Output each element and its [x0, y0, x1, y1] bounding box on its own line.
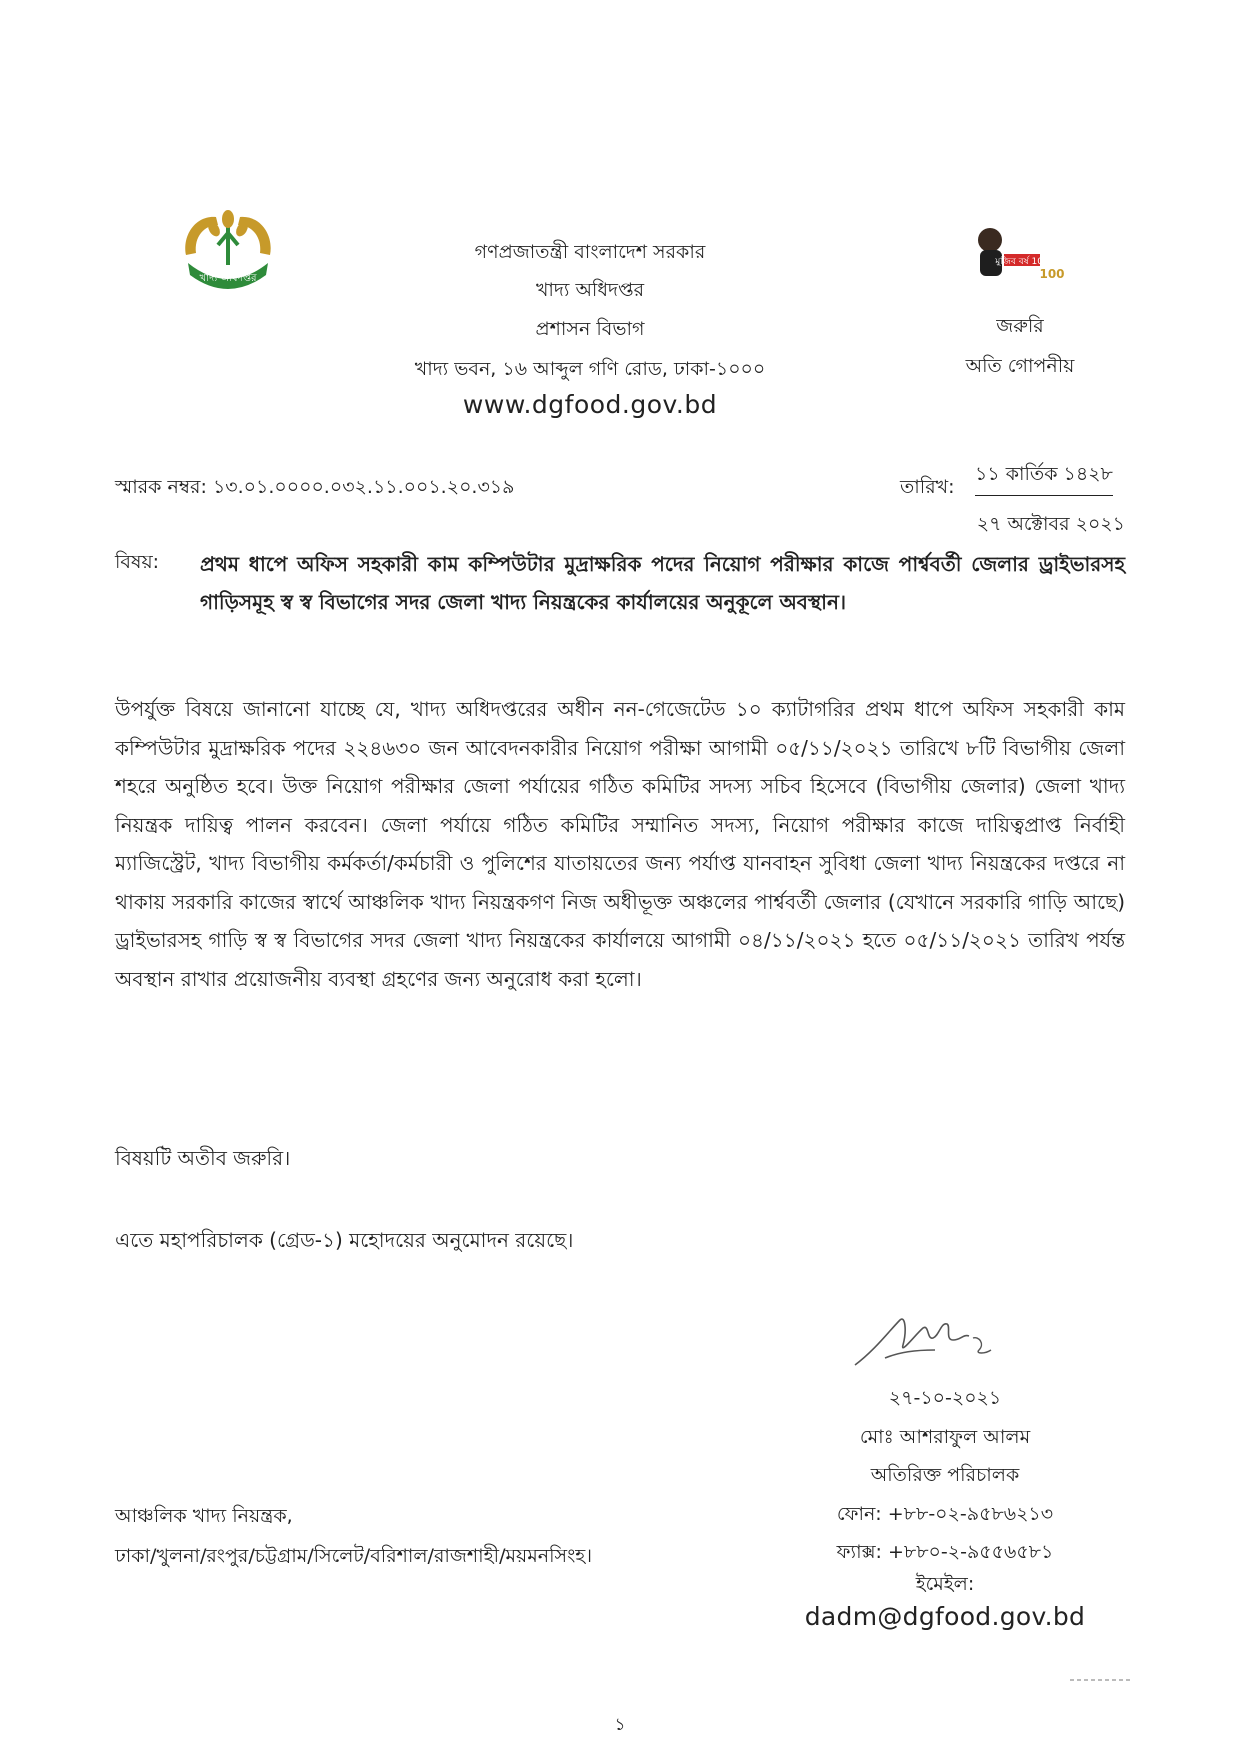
footer-artifact: [1070, 1668, 1130, 1674]
header-department: খাদ্য অধিদপ্তর: [535, 279, 645, 301]
recipient-title: আঞ্চলিক খাদ্য নিয়ন্ত্রক,: [115, 1505, 293, 1527]
signature-icon: [845, 1300, 995, 1380]
body-paragraph: উপর্যুক্ত বিষয়ে জানানো যাচ্ছে যে, খাদ্য অধিদপ্তরের অধীন নন-গেজেটেড ১০ ক্যাটাগরির প্রথম ধাপে অফিস সহকারী কাম কম্পিউটার মুদ্রাক্ষরিক পদের ২২৪৬৩০ জন আবেদনকারীর নিয়োগ পরীক্ষা আগামী ০৫/১১/২০২১ তারিখে ৮টি বিভাগীয় জেলা শহরে অনুষ্ঠিত হবে। উক্ত নিয়োগ পরীক্ষার জেলা পর্যায়ের গঠিত কমিটির সদস্য সচিব হিসেবে (বিভাগীয় জেলার) জেলা খাদ্য নিয়ন্ত্রক দায়িত্ব পালন করবেন। জেলা পর্যায়ে গঠিত কমিটির সম্মানিত সদস্য, নিয়োগ পরীক্ষার কাজে দায়িত্বপ্রাপ্ত নির্বাহী ম্যাজিস্ট্রেট, খাদ্য বিভাগীয় কর্মকর্তা/কর্মচারী ও পুলিশের যাতায়তের জন্য পর্যাপ্ত যানবাহন সুবিধা জেলা খাদ্য নিয়ন্ত্রকের দপ্তরে না থাকায় সরকারি কাজের স্বার্থে আঞ্চলিক খাদ্য নিয়ন্ত্রকগণ নিজ অধীভূক্ত অঞ্চলের পার্শ্ববর্তী জেলার (যেখানে সরকারি গাড়ি আছে) ড্রাইভারসহ গাড়ি স্ব স্ব বিভাগের সদর জেলা খাদ্য নিয়ন্ত্রকের কার্যালয়ে আগামী ০৪/১১/২০২১ হতে ০৫/১১/২০২১ তারিখ পর্যন্ত অবস্থান রাখার প্রয়োজনীয় ব্যবস্থা গ্রহণের জন্য অনুরোধ করা হলো।: [115, 697, 1125, 991]
date-english: ২৭ অক্টোবর ২০২১: [976, 513, 1125, 535]
date-label: তারিখ:: [900, 476, 955, 498]
header-address: খাদ্য ভবন, ১৬ আব্দুল গণি রোড, ঢাকা-১০০০: [414, 358, 766, 380]
signatory-name: মোঃ আশরাফুল আলম: [859, 1426, 1031, 1448]
signature-date: ২৭-১০-২০২১: [888, 1387, 1002, 1409]
signatory-phone: ফোন: +৮৮-০২-৯৫৮৬২১৩: [836, 1503, 1054, 1525]
subject-label: বিষয়:: [115, 551, 160, 573]
emblem-text: খাদ্য অধিদপ্তর: [199, 273, 257, 284]
svg-text:100: 100: [1039, 267, 1064, 281]
subject-text: প্রথম ধাপে অফিস সহকারী কাম কম্পিউটার মুদ্রাক্ষরিক পদের নিয়োগ পরীক্ষার কাজে পার্শ্ববর্তী জেলার ড্রাইভারসহ গাড়িসমূহ স্ব স্ব বিভাগের সদর জেলা খাদ্য নিয়ন্ত্রকের কার্যালয়ের অনুকূলে অবস্থান।: [200, 552, 1125, 614]
dgfood-emblem-icon: [178, 205, 278, 291]
signatory-email: [780, 1570, 1110, 1631]
email-label: ইমেইল:: [915, 1573, 975, 1595]
mujib-borsho-logo-icon: [968, 220, 1064, 284]
approval-note: এতে মহাপরিচালক (গ্রেড-১) মহোদয়ের অনুমোদন রয়েছে।: [115, 1228, 574, 1252]
confidentiality-label: অতি গোপনীয়: [965, 355, 1075, 377]
signatory-fax: ফ্যাক্স: +৮৮০-২-৯৫৫৬৫৮১: [836, 1541, 1054, 1563]
signatory-designation: অতিরিক্ত পরিচালক: [870, 1464, 1020, 1486]
header-website-link[interactable]: www.dgfood.gov.bd: [462, 390, 718, 419]
header-government: গণপ্রজাতন্ত্রী বাংলাদেশ সরকার: [474, 241, 706, 263]
page-number: ১: [614, 1715, 626, 1735]
urgency-note: বিষয়টি অতীব জরুরি।: [115, 1146, 291, 1170]
memo-number: স্মারক নম্বর: ১৩.০১.০০০০.০৩২.১১.০০১.২০.৩১৯: [115, 476, 515, 498]
header-division: প্রশাসন বিভাগ: [535, 318, 645, 340]
urgency-label: জরুরি: [996, 315, 1044, 337]
recipient-regions: ঢাকা/খুলনা/রংপুর/চট্টগ্রাম/সিলেট/বরিশাল/রাজশাহী/ময়মনসিংহ।: [115, 1545, 593, 1567]
mujib-logo-text: মুজিব বর্ষ 100: [995, 257, 1049, 267]
email-link[interactable]: dadm@dgfood.gov.bd: [804, 1602, 1086, 1631]
date-bangla: ১১ কার্তিক ১৪২৮: [975, 460, 1113, 496]
